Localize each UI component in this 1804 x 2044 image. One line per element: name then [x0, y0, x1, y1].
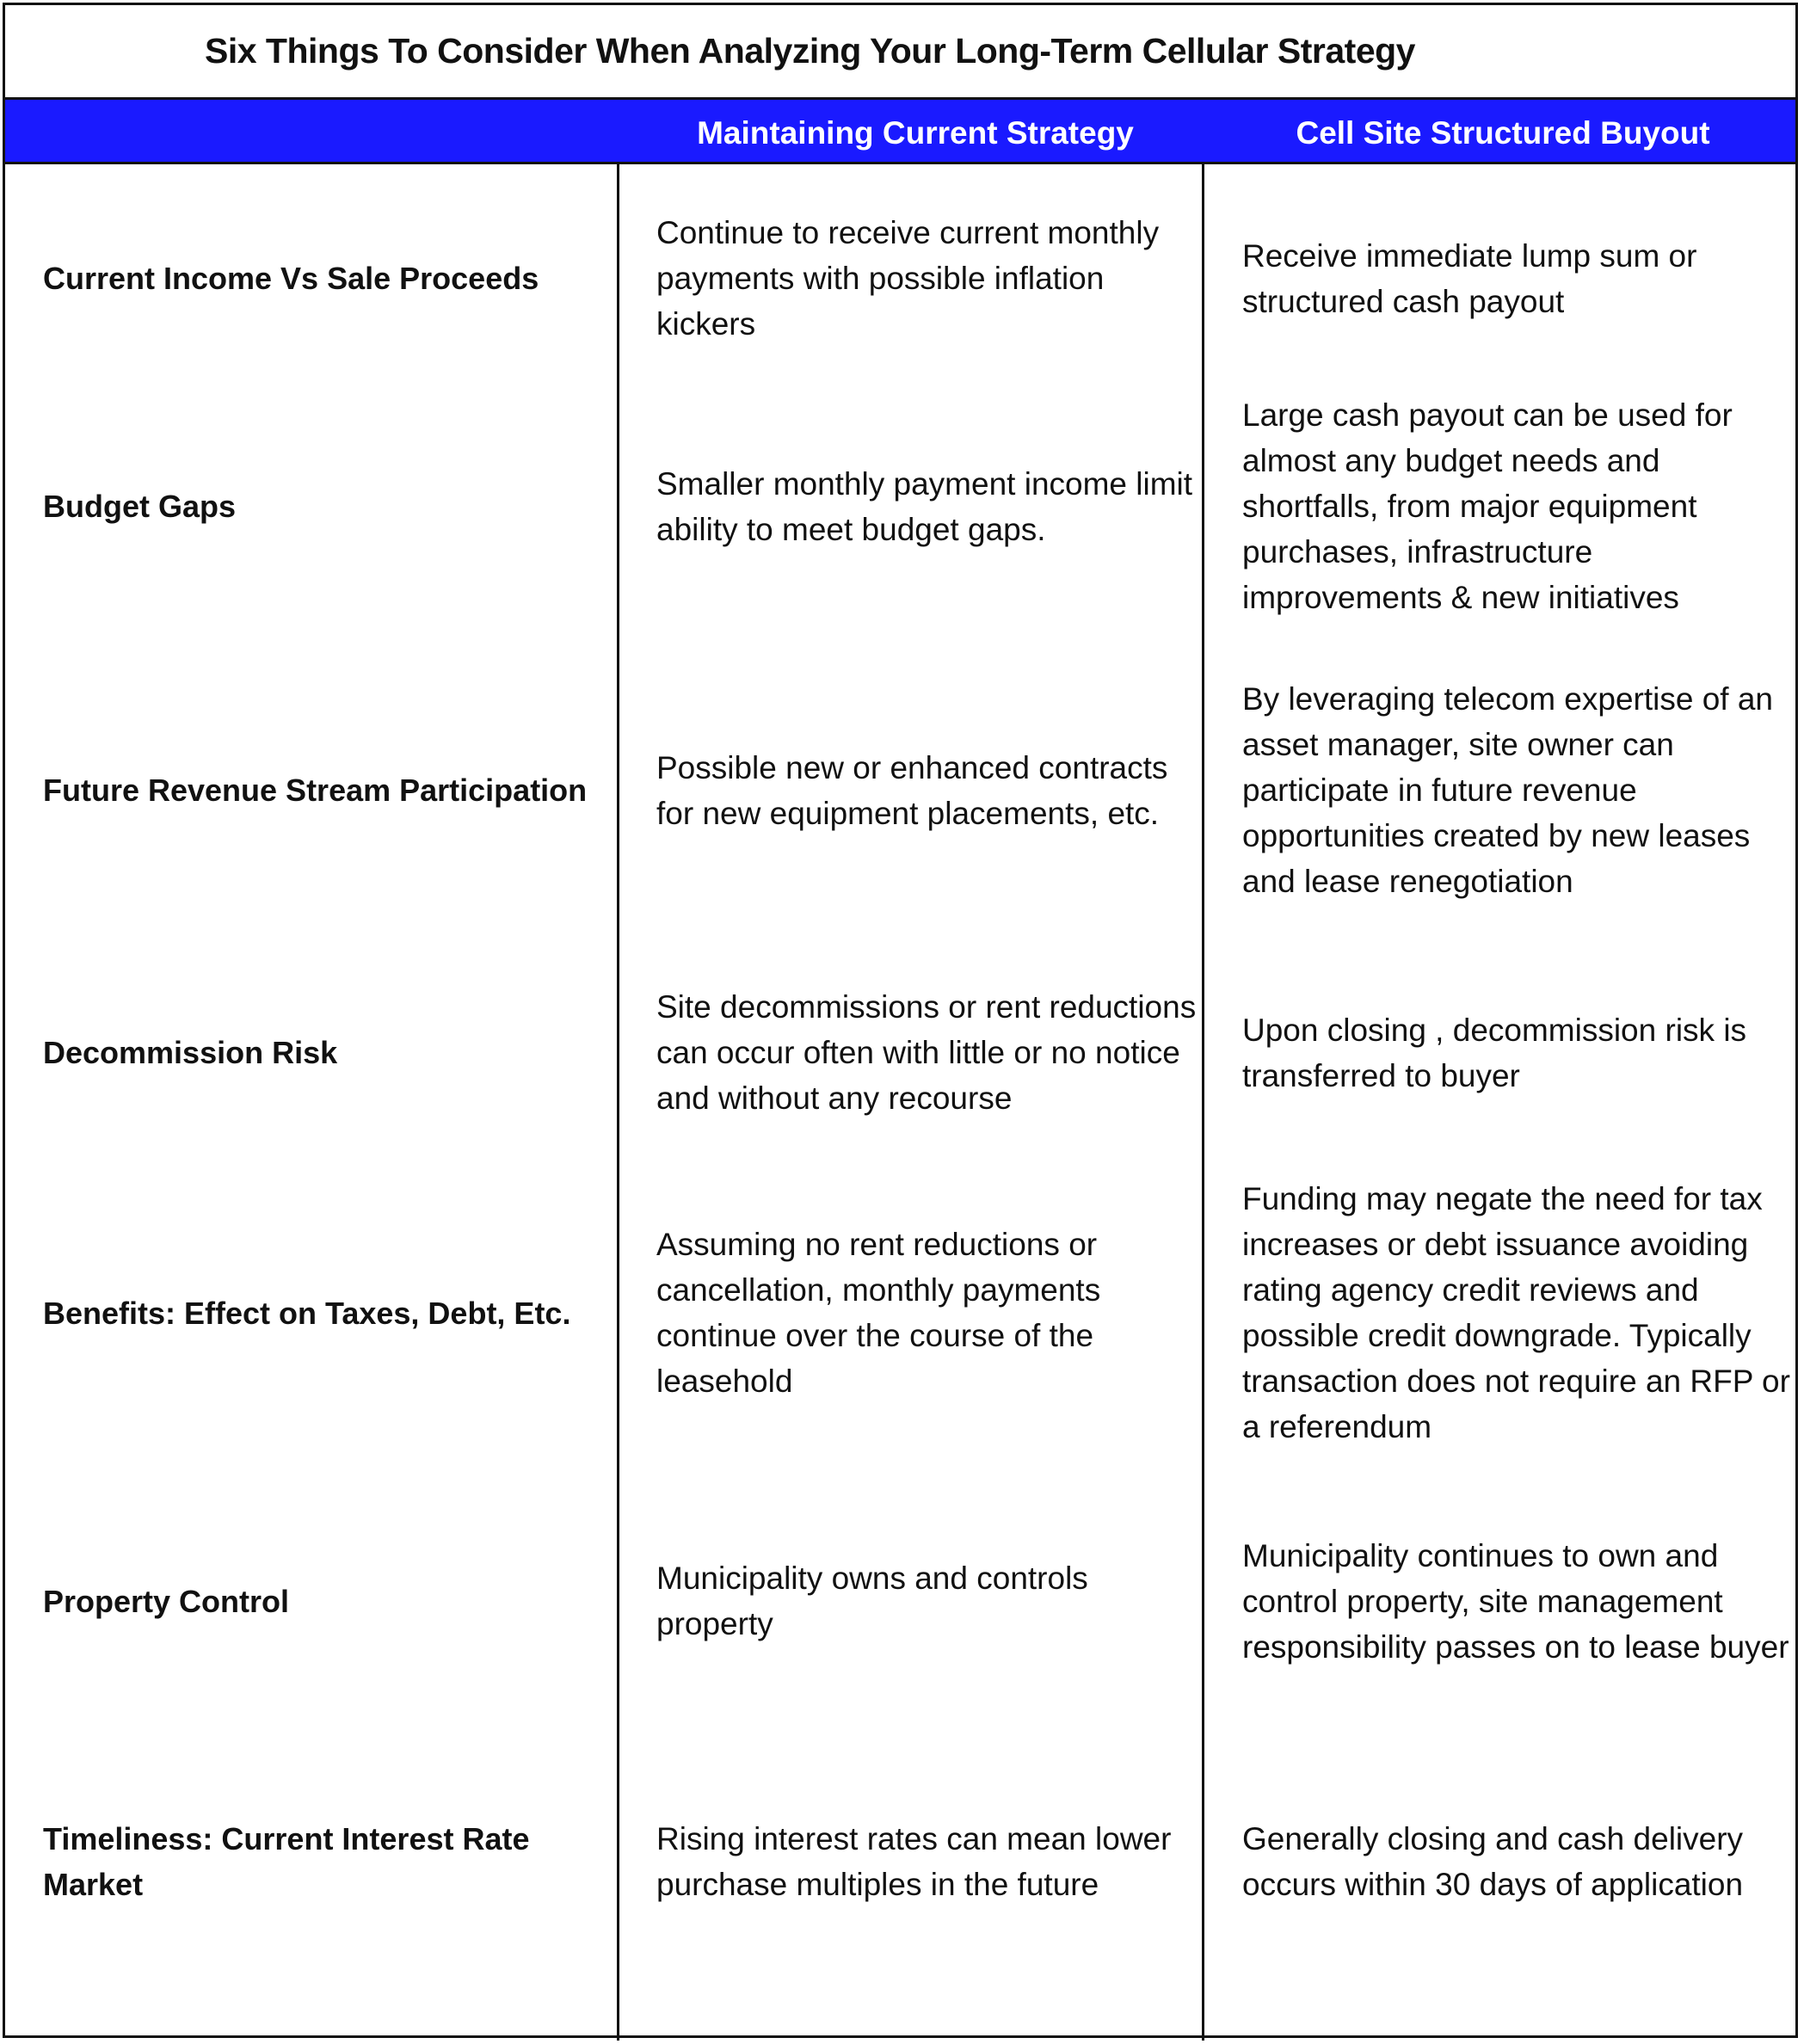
table-row	[5, 388, 1795, 625]
row-label: Budget Gaps	[43, 489, 237, 524]
buyout-cell: Municipality continues to own and control property, site management responsibility passes on to lease buyer	[1242, 1537, 1789, 1665]
current-strategy-cell: Rising interest rates can mean lower purchase multiples in the future	[656, 1820, 1172, 1902]
buyout-cell: Generally closing and cash delivery occurs within 30 days of application	[1242, 1820, 1744, 1902]
row-label: Future Revenue Stream Participation	[43, 773, 588, 808]
buyout-cell: By leveraging telecom expertise of an asset manager, site owner can participate in future revenue opportunities created by new leases and lease renegotiation	[1242, 681, 1774, 899]
row-label: Current Income Vs Sale Proceeds	[43, 261, 539, 296]
current-strategy-cell: Assuming no rent reductions or cancellation, monthly payments continue over the course of the leasehold	[656, 1227, 1101, 1399]
current-strategy-cell: Possible new or enhanced contracts for new equipment placements, etc.	[656, 749, 1168, 831]
header-maintaining-current-strategy: Maintaining Current Strategy	[697, 115, 1134, 151]
comparison-table	[3, 3, 1798, 2038]
row-label: Benefits: Effect on Taxes, Debt, Etc.	[43, 1295, 571, 1331]
table-row	[5, 1171, 1795, 1455]
table-row	[5, 1485, 1795, 1717]
table-row	[5, 1803, 1795, 1919]
buyout-cell: Upon closing , decommission risk is transferred to buyer	[1242, 1012, 1747, 1093]
header-cell-site-structured-buyout: Cell Site Structured Buyout	[1296, 115, 1710, 151]
current-strategy-cell: Municipality owns and controls property	[656, 1561, 1088, 1641]
row-label: Decommission Risk	[43, 1035, 338, 1070]
row-label: Property Control	[43, 1583, 290, 1619]
current-strategy-cell: Continue to receive current monthly payments with possible inflation kickers	[656, 215, 1160, 342]
table-title: Six Things To Consider When Analyzing Your Long-Term Cellular Strategy	[205, 31, 1415, 71]
header-row	[5, 100, 1795, 164]
table-row	[5, 199, 1795, 358]
table-row	[5, 672, 1795, 908]
current-strategy-cell: Smaller monthly payment income limit ability to meet budget gaps.	[656, 465, 1193, 547]
current-strategy-cell: Site decommissions or rent reductions can occur often with little or no notice and without any recourse	[656, 989, 1197, 1116]
row-label: Timeliness: Current Interest Rate Market	[43, 1820, 530, 1902]
title-bar	[5, 5, 1795, 100]
buyout-cell: Receive immediate lump sum or structured cash payout	[1242, 237, 1697, 319]
table-row	[5, 934, 1795, 1171]
buyout-cell: Funding may negate the need for tax increases or debt issuance avoiding rating agency credit reviews and possible credit downgrade. Typically transaction does not require an RFP or a referendum	[1242, 1181, 1790, 1444]
buyout-cell: Large cash payout can be used for almost any budget needs and shortfalls, from major equipment purchases, infrastructure improvements & new initiatives	[1242, 397, 1733, 615]
